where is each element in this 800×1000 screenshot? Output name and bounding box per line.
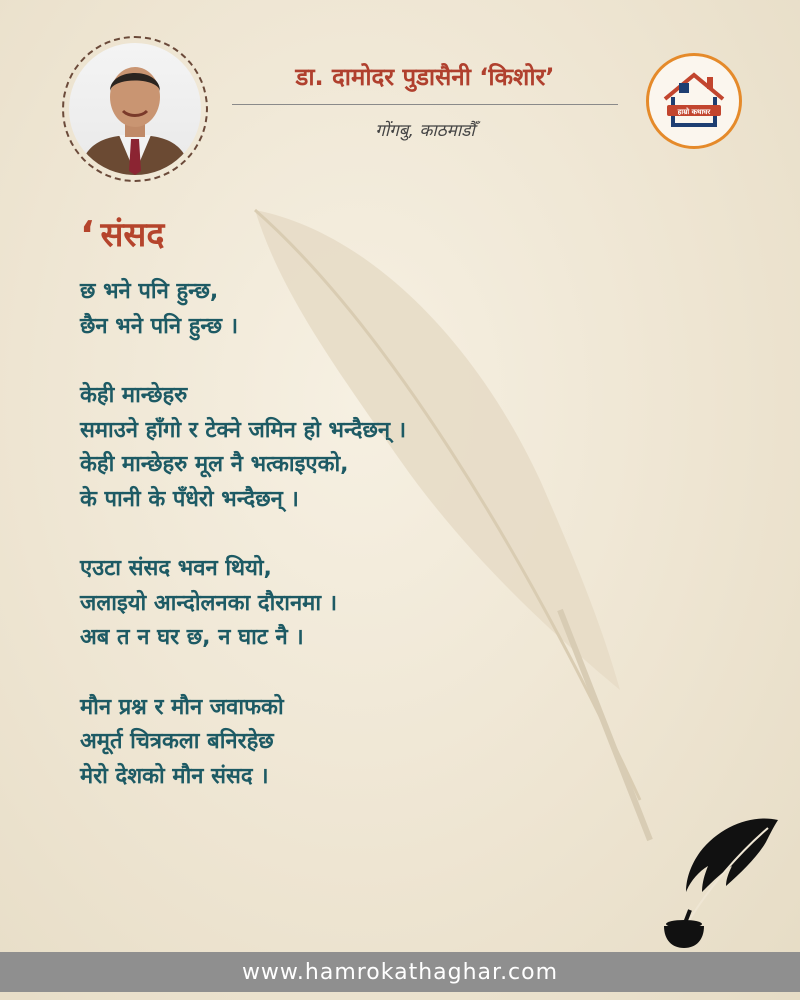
poem-title-text: संसद	[100, 215, 165, 255]
house-logo-icon	[659, 69, 729, 133]
brand-logo	[646, 53, 742, 149]
poem-line: केही मान्छेहरु	[80, 383, 188, 408]
poem-line: छ भने पनि हुन्छ,	[80, 279, 219, 304]
quill-inkpot-icon	[660, 812, 780, 952]
poem-line: छैन भने पनि हुन्छ ।	[80, 313, 239, 339]
poem-line: एउटा संसद भवन थियो,	[80, 556, 272, 581]
author-name: डा. दामोदर पुडासैनी ‘किशोर’	[295, 63, 555, 91]
logo-text: हाम्रो कथाघर	[677, 108, 711, 116]
poem-line: केही मान्छेहरु मूल नै भत्काइएको,	[80, 452, 349, 477]
poem-line: के पानी के पँधेरो भन्दैछन् ।	[80, 486, 299, 512]
author-avatar	[62, 36, 208, 182]
header-divider	[232, 104, 618, 105]
poem-line: समाउने हाँगो र टेक्ने जमिन हो भन्दैछन् ।	[80, 417, 407, 443]
author-location: गोंगबु, काठमाडौँ	[375, 121, 475, 141]
footer-bar	[0, 952, 800, 992]
poem-line: अब त न घर छ, न घाट नै ।	[80, 625, 304, 650]
poem-stanza	[80, 552, 640, 656]
poem-line: मेरो देशको मौन संसद ।	[80, 763, 269, 789]
poem-line: जलाइयो आन्दोलनका दौरानमा ।	[80, 590, 338, 616]
poem-title	[80, 210, 164, 256]
poem-stanza	[80, 275, 640, 344]
poem-stanza	[80, 379, 640, 517]
title-quote-mark: ‘	[80, 213, 95, 257]
author-photo	[69, 43, 201, 175]
poem-stanza	[80, 691, 640, 795]
poem-line: अमूर्त चित्रकला बनिरहेछ	[80, 729, 274, 754]
poem-line: मौन प्रश्न र मौन जवाफको	[80, 694, 284, 720]
poem-body	[80, 275, 640, 829]
website-url[interactable]: www.hamrokathaghar.com	[241, 959, 559, 985]
